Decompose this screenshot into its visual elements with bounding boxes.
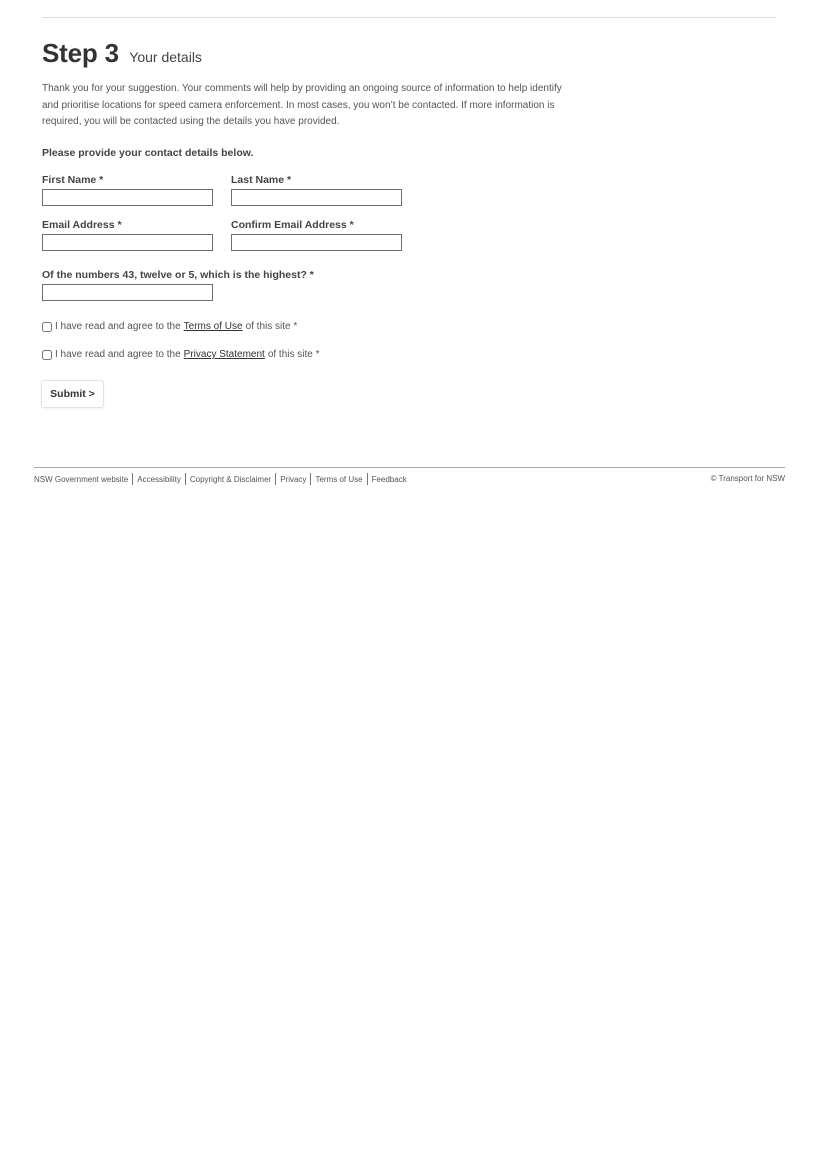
top-divider (42, 17, 776, 18)
privacy-agreement (42, 349, 320, 360)
footer-link-copyright[interactable]: Copyright & Disclaimer (189, 474, 272, 484)
contact-prompt: Please provide your contact details below. (42, 147, 254, 159)
footer-divider (34, 467, 785, 468)
captcha-answer-field[interactable] (42, 284, 213, 301)
footer-separator (185, 473, 186, 485)
privacy-checkbox[interactable] (42, 350, 52, 360)
confirm-email-field[interactable] (231, 234, 402, 251)
footer-separator (132, 473, 133, 485)
page-heading (42, 38, 202, 69)
intro-line: Thank you for your suggestion. Your comments will help by providing an ongoing source of information to help identify (42, 83, 562, 94)
footer-link-accessibility[interactable]: Accessibility (137, 474, 181, 484)
intro-text (42, 81, 622, 131)
footer-separator (310, 473, 311, 485)
last-name-label: Last Name * (231, 174, 292, 186)
terms-of-use-link[interactable]: Terms of Use (183, 321, 243, 332)
first-name-field[interactable] (42, 189, 213, 206)
copyright-notice: © Transport for NSW (710, 474, 785, 483)
first-name-label: First Name * (42, 174, 104, 186)
footer-link-privacy[interactable]: Privacy (280, 474, 307, 484)
captcha-question: Of the numbers 43, twelve or 5, which is the highest? * (42, 269, 314, 281)
email-field[interactable] (42, 234, 213, 251)
footer-links (34, 473, 407, 485)
submit-button[interactable]: Submit > (41, 380, 104, 408)
privacy-text-after: of this site * (267, 349, 320, 360)
terms-text-before: I have read and agree to the (55, 321, 181, 332)
terms-text-after: of this site * (245, 321, 298, 332)
footer-link-feedback[interactable]: Feedback (371, 474, 407, 484)
confirm-email-label: Confirm Email Address * (231, 219, 354, 231)
step-number: Step 3 (42, 38, 119, 68)
step-title: Your details (129, 49, 202, 65)
terms-checkbox[interactable] (42, 322, 52, 332)
email-label: Email Address * (42, 219, 122, 231)
footer-link-nsw-government[interactable]: NSW Government website (34, 474, 129, 484)
footer-separator (275, 473, 276, 485)
footer-link-terms[interactable]: Terms of Use (315, 474, 363, 484)
privacy-statement-link[interactable]: Privacy Statement (183, 349, 265, 360)
last-name-field[interactable] (231, 189, 402, 206)
intro-line: and prioritise locations for speed camera enforcement. In most cases, you won’t be contacted. If more information is (42, 99, 555, 111)
footer-separator (367, 473, 368, 485)
terms-agreement (42, 321, 297, 332)
privacy-text-before: I have read and agree to the (55, 349, 181, 360)
intro-line: required, you will be contacted using the details you have provided. (42, 116, 340, 127)
